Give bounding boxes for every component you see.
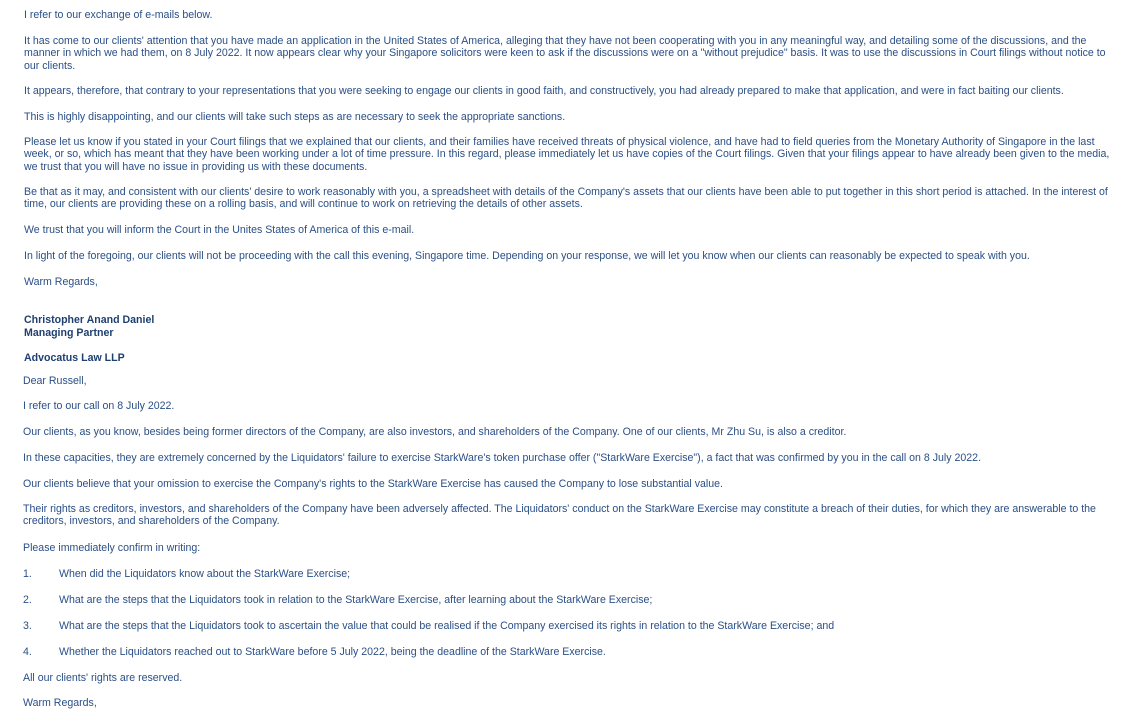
list-item-number: 4. bbox=[23, 646, 32, 658]
signature-firm: Advocatus Law LLP bbox=[24, 352, 125, 364]
email1-paragraph-2: It appears, therefore, that contrary to your representations that you were seeking to engage our clients in good faith, and constructively, you had already prepared to make that application, and were in fact baiting our clients. bbox=[24, 85, 1064, 97]
list-item-number: 3. bbox=[23, 620, 32, 632]
list-item-text: Whether the Liquidators reached out to StarkWare before 5 July 2022, being the deadline of the StarkWare Exercise. bbox=[59, 646, 606, 658]
email1-paragraph-4: Please let us know if you stated in your Court filings that we explained that our clients, and their families have received threats of physical violence, and have had to field queries from the Monetary Authority of Singapore in the last week, or so, which has meant that they have been working under a lot of time pressure. In this regard, please immediately let us have copies of the Court filings. Given that your filings appear to have already been given to the media, we trust that you will have no issue in providing us with these documents. bbox=[24, 136, 1110, 173]
email2-rights-reserved: All our clients' rights are reserved. bbox=[23, 672, 183, 684]
email1-paragraph-1: It has come to our clients' attention that you have made an application in the United States of America, alleging that they have not been cooperating with you in any meaningful way, and detailing some of the discussions, and the manner in which we had them, on 8 July 2022. It now appears clear why your Singapore solicitors were keen to ask if the discussions were on a "without prejudice" basis. It was to use the discussions in Court filings without notice to our clients. bbox=[24, 35, 1106, 72]
email2-request: Please immediately confirm in writing: bbox=[23, 542, 201, 554]
email2-paragraph-4: Their rights as creditors, investors, and shareholders of the Company have been adversely affected. The Liquidators' conduct on the StarkWare Exercise may constitute a breach of their duties, for which they are answerable to the creditors, investors, and shareholders of the Company. bbox=[23, 503, 1096, 528]
email2-intro: I refer to our call on 8 July 2022. bbox=[23, 400, 175, 412]
email2-paragraph-1: Our clients, as you know, besides being former directors of the Company, are also investors, and shareholders of the Company. One of our clients, Mr Zhu Su, is also a creditor. bbox=[23, 426, 847, 438]
list-item-number: 2. bbox=[23, 594, 32, 606]
email2-paragraph-3: Our clients believe that your omission to exercise the Company's rights to the StarkWare Exercise has caused the Company to lose substantial value. bbox=[23, 478, 723, 490]
list-item-text: When did the Liquidators know about the StarkWare Exercise; bbox=[59, 568, 351, 580]
email1-paragraph-3: This is highly disappointing, and our clients will take such steps as are necessary to seek the appropriate sanctions. bbox=[24, 111, 566, 123]
signature-name: Christopher Anand Daniel bbox=[24, 314, 155, 326]
list-item-text: What are the steps that the Liquidators took in relation to the StarkWare Exercise, after learning about the StarkWare Exercise; bbox=[59, 594, 653, 606]
email1-paragraph-6: We trust that you will inform the Court in the Unites States of America of this e-mail. bbox=[24, 224, 415, 236]
email1-paragraph-7: In light of the foregoing, our clients will not be proceeding with the call this evening, Singapore time. Depending on your response, we will let you know when our clients can reasonably be expected to speak with you. bbox=[24, 250, 1030, 262]
list-item-number: 1. bbox=[23, 568, 32, 580]
email2-greeting: Dear Russell, bbox=[23, 375, 87, 387]
signature-title: Managing Partner bbox=[24, 327, 114, 339]
email2-paragraph-2: In these capacities, they are extremely concerned by the Liquidators' failure to exercise StarkWare's token purchase offer ("StarkWare Exercise"), a fact that was confirmed by you in the call on 8 July 2022. bbox=[23, 452, 982, 464]
email1-paragraph-5: Be that as it may, and consistent with our clients' desire to work reasonably with you, a spreadsheet with details of the Company's assets that our clients have been able to put together in this short period is attached. In the interest of time, our clients are providing these on a rolling basis, and will continue to work on retrieving the details of other assets. bbox=[24, 186, 1108, 211]
email2-closing: Warm Regards, bbox=[23, 697, 97, 709]
list-item-text: What are the steps that the Liquidators took to ascertain the value that could be realised if the Company exercised its rights in relation to the StarkWare Exercise; and bbox=[59, 620, 835, 632]
email1-closing: Warm Regards, bbox=[24, 276, 98, 288]
email1-intro: I refer to our exchange of e-mails below. bbox=[24, 9, 213, 21]
